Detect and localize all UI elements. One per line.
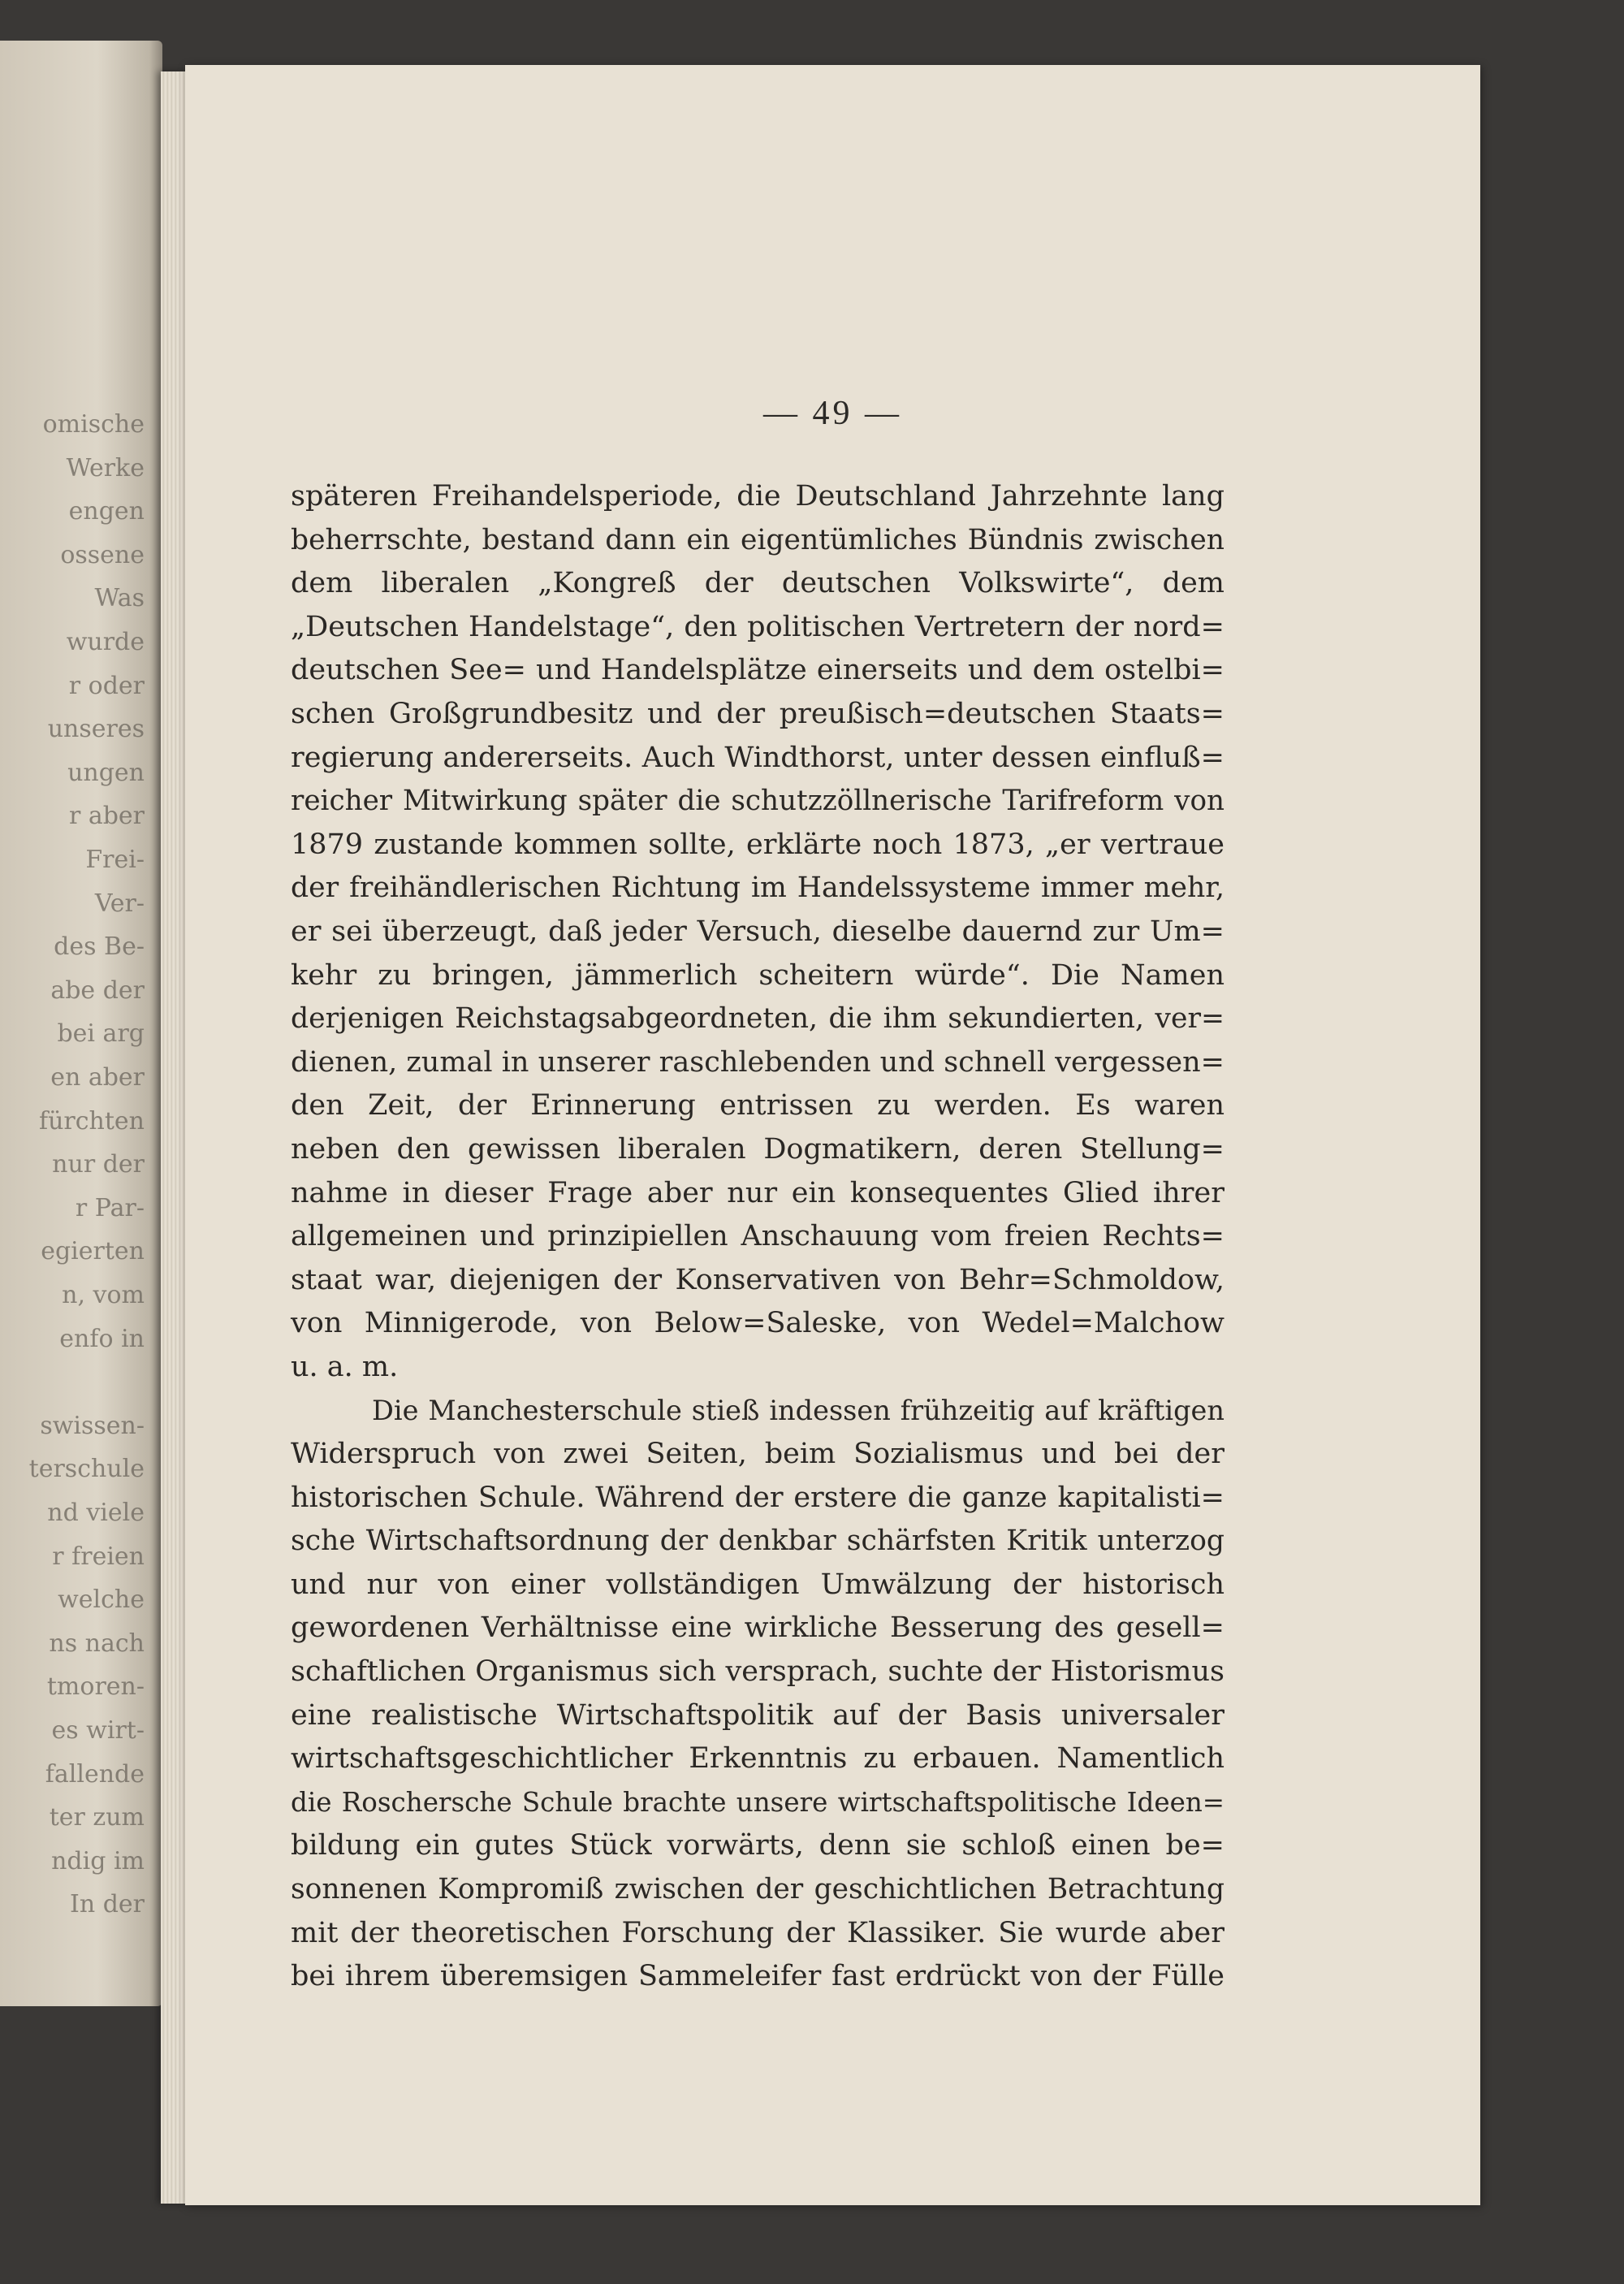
text-line: u. a. m. bbox=[291, 1350, 399, 1383]
left-page-fragment: ossene bbox=[60, 540, 145, 569]
left-page-fragment: des Be- bbox=[54, 932, 145, 962]
left-page-fragment: Werke bbox=[66, 453, 145, 482]
left-page-fragment: r oder bbox=[68, 671, 145, 700]
text-line: eine realistische Wirtschaftspolitik auf der Basis universaler bbox=[291, 1698, 1224, 1732]
left-page-fragment: fürchten bbox=[38, 1106, 145, 1136]
text-line: kehr zu bringen, jämmerlich scheitern würde“. Die Namen bbox=[291, 958, 1224, 992]
left-page-fragment: wurde bbox=[66, 628, 145, 656]
left-page-fragment: welche bbox=[58, 1585, 145, 1615]
left-page-fragment: fallende bbox=[45, 1759, 145, 1789]
left-page-fragment: n, vom bbox=[62, 1281, 145, 1309]
left-page-fragment: r Par- bbox=[75, 1193, 145, 1222]
text-line: der freihändlerischen Richtung im Handelssysteme immer mehr, bbox=[291, 872, 1224, 905]
text-line: Widerspruch von zwei Seiten, beim Sozialismus und bei der bbox=[291, 1438, 1224, 1471]
text-line: nahme in dieser Frage aber nur ein konsequentes Glied ihrer bbox=[291, 1176, 1224, 1209]
text-line: gewordenen Verhältnisse eine wirkliche Besserung des gesell= bbox=[291, 1611, 1224, 1645]
text-line: er sei überzeugt, daß jeder Versuch, dieselbe dauernd zur Um= bbox=[291, 915, 1224, 948]
text-line: wirtschaftsgeschichtlicher Erkenntnis zu erbauen. Namentlich bbox=[291, 1742, 1224, 1776]
text-line: und nur von einer vollständigen Umwälzung der historisch bbox=[291, 1568, 1224, 1601]
text-line: Die Manchesterschule stieß indessen frühzeitig auf kräftigen bbox=[372, 1395, 1224, 1427]
text-line: dem liberalen „Kongreß der deutschen Volkswirte“, dem bbox=[291, 567, 1224, 600]
text-line: staat war, diejenigen der Konservativen von Behr=Schmoldow, bbox=[291, 1263, 1224, 1296]
left-page-fragment: ter zum bbox=[49, 1803, 145, 1832]
text-line: von Minnigerode, von Below=Saleske, von Wedel=Malchow bbox=[291, 1307, 1224, 1340]
text-line: sonnenen Kompromiß zwischen der geschichtlichen Betrachtung bbox=[291, 1873, 1224, 1905]
left-page-fragment: engen bbox=[68, 497, 145, 526]
left-page-fragment: nur der bbox=[52, 1150, 145, 1179]
left-page-fragment: omische bbox=[42, 410, 145, 439]
left-page bbox=[0, 41, 162, 2006]
text-line: bildung ein gutes Stück vorwärts, denn sie schloß einen be= bbox=[291, 1829, 1224, 1862]
left-page-fragment: Was bbox=[94, 584, 145, 613]
left-page-fragment: In der bbox=[69, 1890, 145, 1919]
left-page-fragment: r aber bbox=[68, 802, 145, 831]
left-page-fragment: egierten bbox=[41, 1237, 145, 1266]
left-page-fragment: Frei- bbox=[85, 846, 145, 874]
left-page-fragment: swissen- bbox=[40, 1411, 145, 1440]
left-page-fragment: r freien bbox=[52, 1542, 145, 1571]
text-line: regierung andererseits. Auch Windthorst, unter dessen einfluß= bbox=[291, 741, 1224, 774]
body-text bbox=[291, 475, 1224, 1999]
left-page-fragment: nd viele bbox=[47, 1499, 145, 1527]
text-line: allgemeinen und prinzipiellen Anschauung vom freien Rechts= bbox=[291, 1220, 1224, 1253]
text-line: historischen Schule. Während der erstere die ganze kapitalisti= bbox=[291, 1481, 1224, 1514]
text-line: mit der theoretischen Forschung der Klassiker. Sie wurde aber bbox=[291, 1916, 1224, 1949]
text-line: sche Wirtschaftsordnung der denkbar schärfsten Kritik unterzog bbox=[291, 1525, 1224, 1558]
left-page-fragment: ns nach bbox=[49, 1629, 145, 1658]
page-number: — 49 — bbox=[763, 395, 902, 432]
left-page-fragment: es wirt- bbox=[51, 1716, 145, 1745]
text-line: den Zeit, der Erinnerung entrissen zu werden. Es waren bbox=[291, 1089, 1224, 1123]
book-page bbox=[185, 65, 1480, 2205]
text-line: reicher Mitwirkung später die schutzzöllnerische Tarifreform von bbox=[291, 785, 1224, 818]
text-line: derjenigen Reichstagsabgeordneten, die ihm sekundierten, ver= bbox=[291, 1002, 1224, 1036]
text-line: späteren Freihandelsperiode, die Deutschland Jahrzehnte lang bbox=[291, 480, 1224, 513]
left-page-fragment: en aber bbox=[50, 1063, 145, 1092]
left-page-fragment: unseres bbox=[47, 715, 145, 744]
left-page-fragment: bei arg bbox=[57, 1019, 145, 1049]
left-page-fragment: tmoren- bbox=[46, 1672, 145, 1702]
page-edges bbox=[161, 71, 188, 2204]
text-line: dienen, zumal in unserer raschlebenden und schnell vergessen= bbox=[291, 1045, 1225, 1079]
text-line: deutschen See= und Handelsplätze einerseits und dem ostelbi= bbox=[291, 654, 1224, 687]
left-page-fragment: Ver- bbox=[94, 889, 145, 918]
text-line: die Roschersche Schule brachte unsere wirtschaftspolitische Ideen= bbox=[291, 1786, 1224, 1818]
text-line: neben den gewissen liberalen Dogmatikern, deren Stellung= bbox=[291, 1132, 1224, 1166]
text-line: beherrschte, bestand dann ein eigentümliches Bündnis zwischen bbox=[291, 523, 1224, 556]
text-line: 1879 zustande kommen sollte, erklärte noch 1873, „er vertraue bbox=[291, 828, 1224, 861]
left-page-fragment: abe der bbox=[50, 975, 145, 1005]
text-line: „Deutschen Handelstage“, den politischen Vertretern der nord= bbox=[291, 610, 1224, 643]
left-page-fragment: ndig im bbox=[51, 1846, 145, 1875]
text-line: schaftlichen Organismus sich versprach, suchte der Historismus bbox=[291, 1655, 1224, 1689]
text-line: schen Großgrundbesitz und der preußisch=deutschen Staats= bbox=[291, 697, 1224, 730]
left-page-fragment: ungen bbox=[67, 758, 145, 787]
left-page-fragment: enfo in bbox=[59, 1324, 145, 1353]
text-line: bei ihrem überemsigen Sammeleifer fast erdrückt von der Fülle bbox=[291, 1960, 1224, 1993]
left-page-fragment: terschule bbox=[28, 1455, 145, 1484]
